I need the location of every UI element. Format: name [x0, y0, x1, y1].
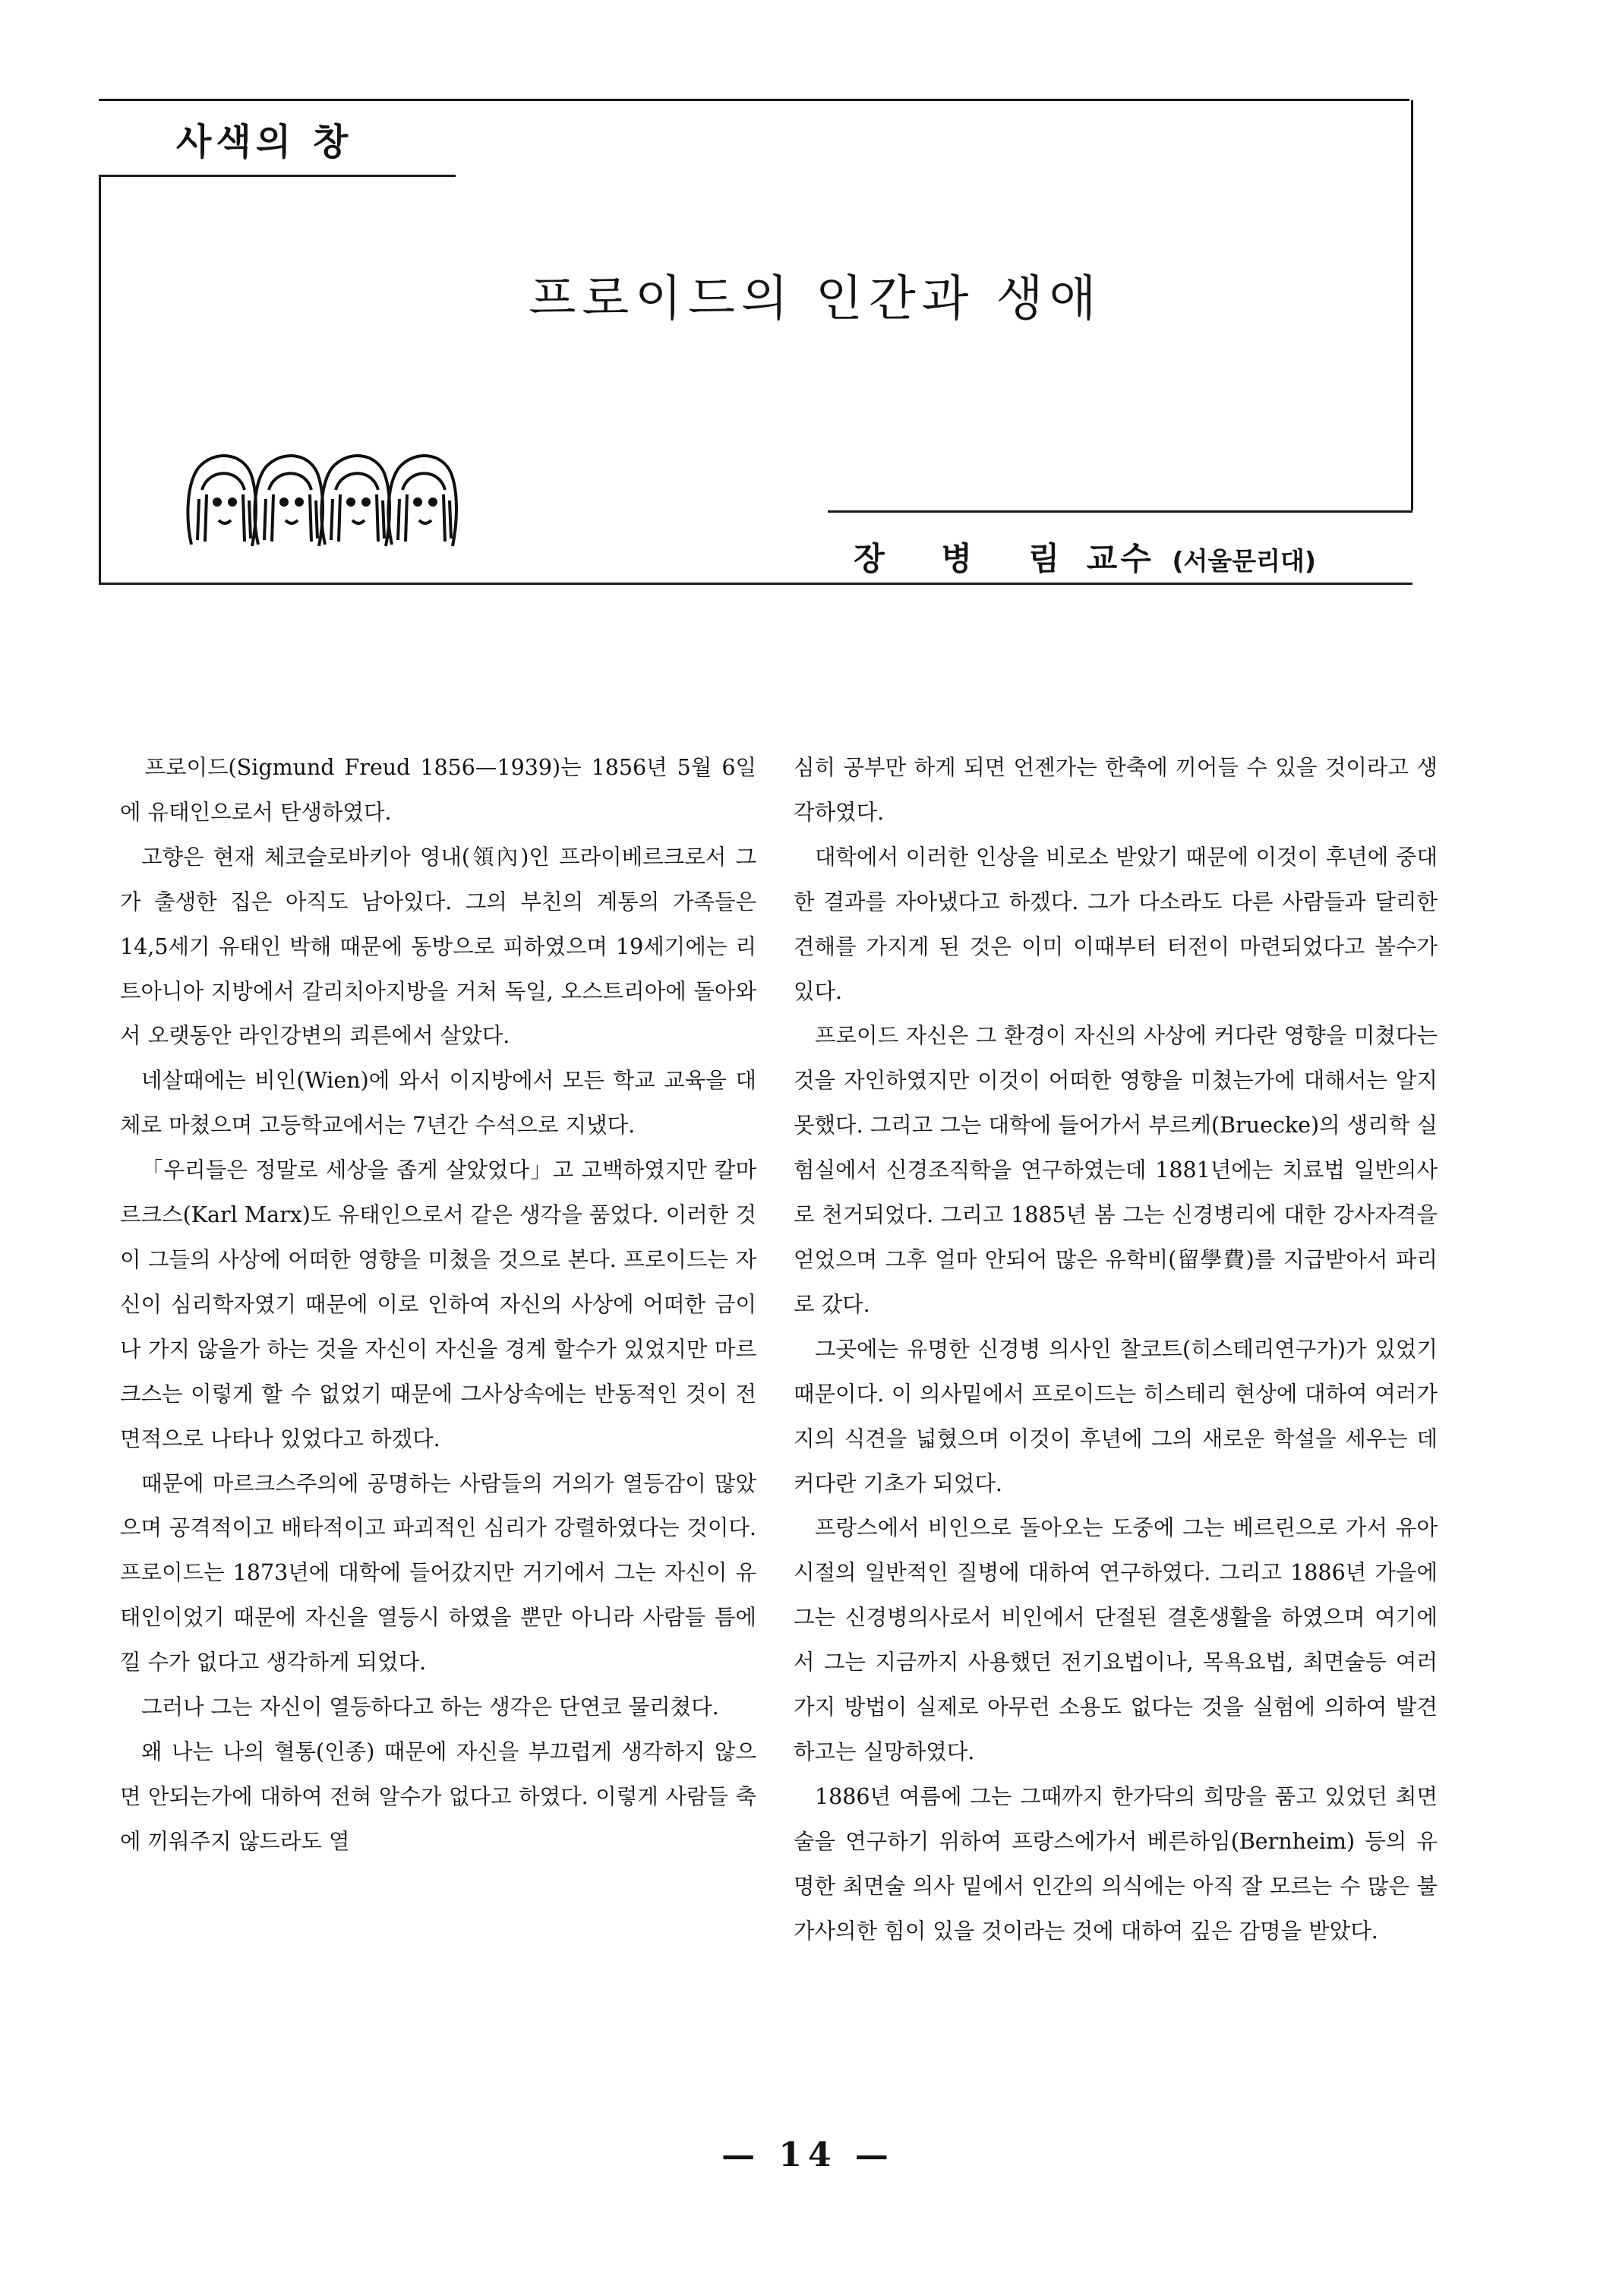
paragraph: 프로이드(Sigmund Freud 1856—1939)는 1856년 5월 6일에 유태인으로서 탄생하였다. — [120, 755, 756, 825]
paragraph: 프로이드 자신은 그 환경이 자신의 사상에 커다란 영향을 미쳤다는 것을 자인하였지만 이것이 어떠한 영향을 미쳤는가에 대해서는 알지 못했다. 그리고 그는 대학에 들어가서 부르케(Bruecke)의 생리학 실험실에서 신경조직학을 연구하였는데 1881년에는 치료법 일반의사로 천거되었다. 그리고 1885년 봄 그는 신경병리에 대한 강사자격을 얻었으며 그후 얼마 안되어 많은 유학비(留學費)를 지급받아서 파리로 갔다. — [794, 1023, 1438, 1317]
paragraph: 「우리들은 정말로 세상을 좁게 살았었다」고 고백하였지만 칼마르크스(Karl Marx)도 유태인으로서 같은 생각을 품었다. 이러한 것이 그들의 사상에 어떠한 영향을 미쳤을 것으로 본다. 프로이드는 자신이 심리학자였기 때문에 이로 인하여 자신의 사상에 어떠한 금이나 가지 않을가 하는 것을 자신이 자신을 경계 할수가 있었지만 마르크스는 이렇게 할 수 없었기 때문에 그사상속에는 반동적인 것이 전면적으로 나타나 있었다고 하겠다. — [120, 1157, 756, 1451]
paragraph: 네살때에는 비인(Wien)에 와서 이지방에서 모든 학교 교육을 대체로 마쳤으며 고등학교에서는 7년간 수석으로 지냈다. — [120, 1068, 756, 1139]
label-underline-rule — [99, 175, 456, 177]
header-left-rule — [99, 175, 101, 585]
article-right-column — [794, 746, 1438, 1953]
paragraph: 왜 나는 나의 혈통(인종) 때문에 자신을 부끄럽게 생각하지 않으면 안되는가에 대하여 전혀 알수가 없다고 하였다. 이렇게 사람들 축에 끼워주지 않드라도 열 — [120, 1739, 756, 1854]
header-top-rule — [99, 99, 1409, 101]
paragraph: 대학에서 이러한 인상을 비로소 받았기 때문에 이것이 후년에 중대한 결과를 자아냈다고 하겠다. 그가 다소라도 다른 사람들과 달리한 견해를 가지게 된 것은 이미 이때부터 터전이 마련되었다고 볼수가 있다. — [794, 844, 1438, 1004]
paragraph: 그러나 그는 자신이 열등하다고 하는 생각은 단연코 물리쳤다. — [141, 1694, 719, 1720]
paragraph: 1886년 여름에 그는 그때까지 한가닥의 희망을 품고 있었던 최면술을 연구하기 위하여 프랑스에가서 베른하임(Bernheim) 등의 유명한 최면술 의사 밑에서 인간의 의식에는 아직 잘 모르는 수 많은 불가사의한 힘이 있을 것이라는 것에 대하여 깊은 감명을 받았다. — [794, 1783, 1438, 1944]
paragraph: 심히 공부만 하게 되면 언젠가는 한축에 끼어들 수 있을 것이라고 생각하였다. — [794, 755, 1438, 825]
article-left-column — [120, 746, 756, 1865]
four-faces-illustration — [182, 444, 463, 551]
page-number: — 14 — — [721, 2136, 895, 2174]
page-title: 프로이드의 인간과 생애 — [529, 271, 1103, 327]
paragraph: 그곳에는 유명한 신경병 의사인 찰코트(히스테리연구가)가 있었기 때문이다. 이 의사밑에서 프로이드는 히스테리 현상에 대하여 여러가지의 식견을 넓혔으며 이것이 후년에 그의 새로운 학설을 세우는 데 커다란 기초가 되었다. — [794, 1336, 1438, 1496]
face-1 — [188, 456, 256, 546]
section-label: 사색의 창 — [176, 121, 353, 163]
header-bottom-rule — [99, 583, 1412, 585]
paragraph: 고향은 현재 체코슬로바키아 영내(領內)인 프라이베르크로서 그가 출생한 집은 아직도 남아있다. 그의 부친의 계통의 가족들은 14,5세기 유태인 박해 때문에 동방으로 피하였으며 19세기에는 리트아니아 지방에서 갈리치아지방을 거처 독일, 오스트리아에 돌아와서 오랫동안 라인강변의 쾨른에서 살았다. — [120, 844, 756, 1049]
author-title: 교수 — [1086, 540, 1154, 577]
author-affiliation: (서울문리대) — [1172, 546, 1316, 576]
byline-top-rule — [828, 510, 1412, 513]
face-3 — [321, 456, 390, 546]
face-2 — [254, 456, 323, 546]
author-name: 장 병 림 — [854, 540, 1083, 577]
face-4 — [388, 456, 456, 546]
paragraph: 때문에 마르크스주의에 공명하는 사람들의 거의가 열등감이 많았으며 공격적이고 배타적이고 파괴적인 심리가 강렬하였다는 것이다. 프로이드는 1873년에 대학에 들어갔지만 거기에서 그는 자신이 유태인이었기 때문에 자신을 열등시 하였을 뿐만 아니라 사람들 틈에 낄 수가 없다고 생각하게 되었다. — [120, 1470, 756, 1675]
paragraph: 프랑스에서 비인으로 돌아오는 도중에 그는 베르린으로 가서 유아시절의 일반적인 질병에 대하여 연구하였다. 그리고 1886년 가을에 그는 신경병의사로서 비인에서 단절된 결혼생활을 하였으며 여기에서 그는 지금까지 사용했던 전기요법이나, 목욕요법, 최면술등 여러가지 방법이 실제로 아무런 소용도 없다는 것을 실험에 의하여 발견하고는 실망하였다. — [794, 1515, 1438, 1764]
byline — [854, 534, 1316, 580]
